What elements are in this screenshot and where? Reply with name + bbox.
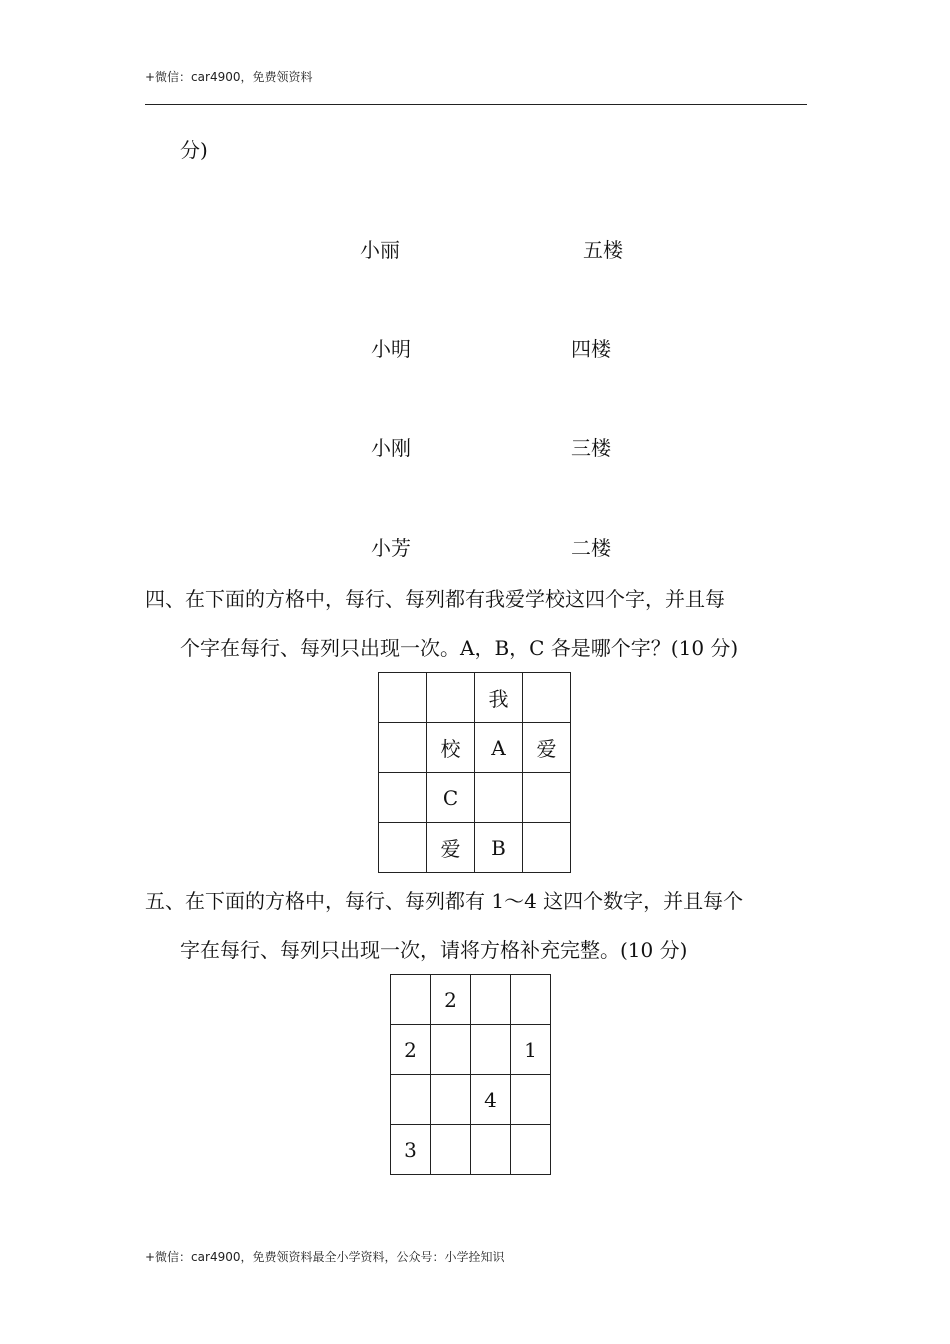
grid-row — [379, 823, 571, 873]
grid-cell: 我 — [475, 673, 523, 723]
character-grid — [378, 672, 571, 873]
question-5-line-2: 字在每行、每列只出现一次，请将方格补充完整。(10 分) — [180, 938, 688, 962]
grid-cell — [523, 673, 571, 723]
grid-cell — [427, 673, 475, 723]
question-continuation: 分) — [180, 138, 208, 162]
grid-cell — [431, 1025, 471, 1075]
grid-cell — [471, 1125, 511, 1175]
question-4-line-1: 四、在下面的方格中，每行、每列都有我爱学校这四个字，并且每 — [145, 587, 725, 611]
grid-cell — [431, 1125, 471, 1175]
grid-row — [391, 975, 551, 1025]
name-label: 小芳 — [371, 536, 411, 560]
floor-label: 四楼 — [571, 337, 611, 361]
grid-cell — [523, 773, 571, 823]
name-label: 小明 — [371, 337, 411, 361]
grid-cell: 爱 — [427, 823, 475, 873]
grid-cell — [391, 975, 431, 1025]
grid-cell — [379, 773, 427, 823]
grid-row — [379, 773, 571, 823]
name-label: 小丽 — [360, 238, 400, 262]
grid-cell — [511, 975, 551, 1025]
question-5-line-1: 五、在下面的方格中，每行、每列都有 1～4 这四个数字，并且每个 — [145, 889, 744, 913]
grid-cell: C — [427, 773, 475, 823]
floor-label: 三楼 — [571, 436, 611, 460]
grid-cell — [471, 975, 511, 1025]
grid-cell: 2 — [391, 1025, 431, 1075]
grid-cell — [511, 1125, 551, 1175]
number-grid — [390, 974, 551, 1175]
grid-cell — [511, 1075, 551, 1125]
grid-row — [379, 723, 571, 773]
grid-cell — [475, 773, 523, 823]
question-4-line-2: 个字在每行、每列只出现一次。A，B，C 各是哪个字？(10 分) — [180, 636, 739, 660]
grid-cell: 1 — [511, 1025, 551, 1075]
grid-cell — [471, 1025, 511, 1075]
grid-cell: B — [475, 823, 523, 873]
grid-cell: 2 — [431, 975, 471, 1025]
grid-cell — [379, 723, 427, 773]
grid-cell — [379, 823, 427, 873]
floor-label: 五楼 — [583, 238, 623, 262]
grid-cell: A — [475, 723, 523, 773]
page-footer: +微信：car4900，免费领资料最全小学资料，公众号：小学拴知识 — [145, 1250, 505, 1264]
grid-cell: 校 — [427, 723, 475, 773]
grid-cell — [523, 823, 571, 873]
grid-cell: 爱 — [523, 723, 571, 773]
grid-row — [379, 673, 571, 723]
grid-row — [391, 1075, 551, 1125]
page-header: +微信：car4900，免费领资料 — [145, 70, 313, 84]
grid-cell: 3 — [391, 1125, 431, 1175]
grid-cell — [431, 1075, 471, 1125]
header-divider — [145, 104, 807, 105]
grid-row — [391, 1125, 551, 1175]
name-label: 小刚 — [371, 436, 411, 460]
floor-label: 二楼 — [571, 536, 611, 560]
grid-cell — [379, 673, 427, 723]
grid-row — [391, 1025, 551, 1075]
grid-cell — [391, 1075, 431, 1125]
grid-cell: 4 — [471, 1075, 511, 1125]
